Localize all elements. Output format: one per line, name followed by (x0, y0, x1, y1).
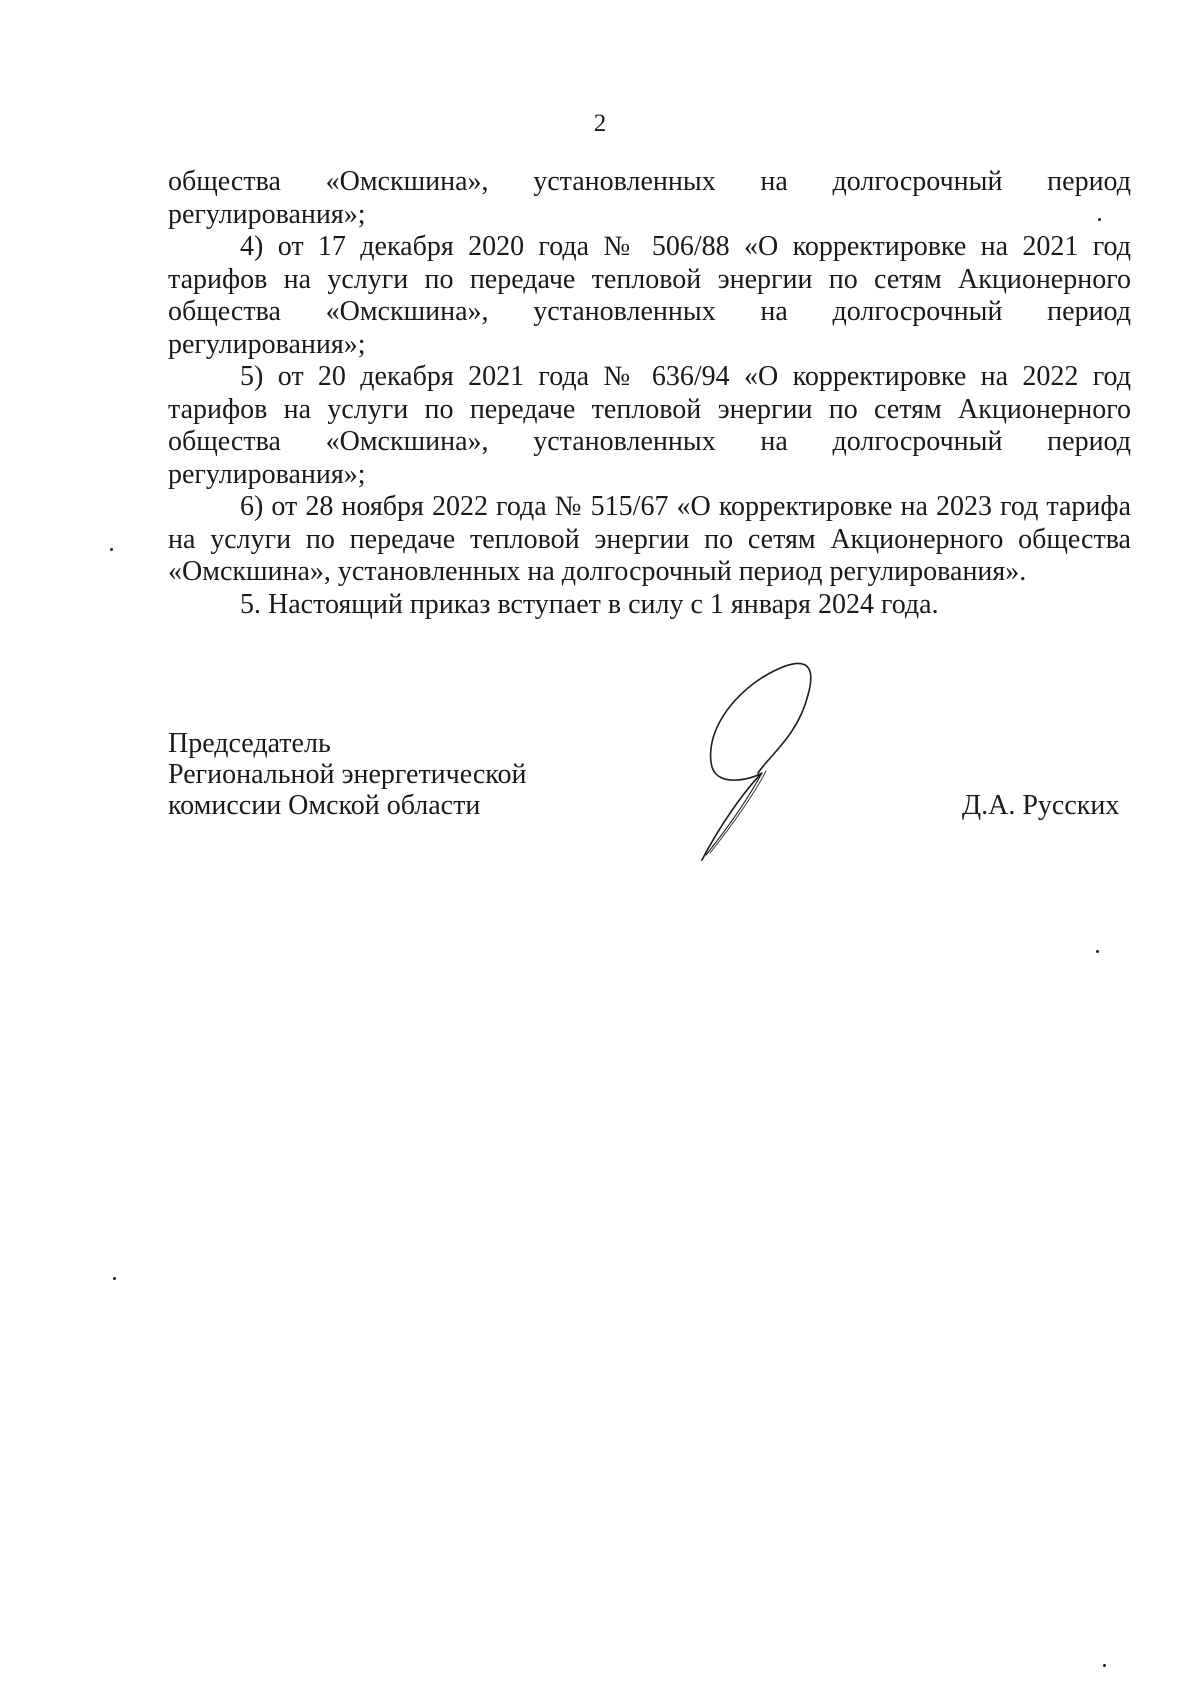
paragraph-continuation: общества «Омскшина», установленных на долгосрочный период регулирования»; (168, 166, 1131, 230)
handwritten-signature (690, 655, 850, 865)
scan-speck (1103, 1664, 1106, 1667)
document-body (168, 166, 1131, 621)
scan-speck (1096, 950, 1099, 953)
page-number: 2 (593, 110, 607, 137)
signatory-title-line-1: Председатель (168, 728, 331, 759)
paragraph-clause-5: 5. Настоящий приказ вступает в силу с 1 января 2024 года. (240, 588, 939, 620)
paragraph-item-6: 6) от 28 ноября 2022 года № 515/67 «О корректировке на 2023 год тарифа на услуги по передаче тепловой энергии по сетям Акционерного общества «Омскшина», установленных на долгосрочный период регулирования». (168, 491, 1131, 587)
scan-speck (110, 548, 113, 551)
scan-speck (113, 1277, 116, 1280)
signatory-position (168, 728, 526, 821)
paragraph-item-5: 5) от 20 декабря 2021 года № 636/94 «О корректировке на 2022 год тарифов на услуги по передаче тепловой энергии по сетям Акционерного общества «Омскшина», установленных на долгосрочный период регулирования»; (168, 361, 1131, 490)
signatory-title-line-2: Региональной энергетической (168, 759, 527, 790)
scan-speck (1098, 218, 1101, 221)
signatory-title-line-3: комиссии Омской области (168, 790, 481, 821)
paragraph-item-4: 4) от 17 декабря 2020 года № 506/88 «О корректировке на 2021 год тарифов на услуги по передаче тепловой энергии по сетям Акционерного общества «Омскшина», установленных на долгосрочный период регулирования»; (168, 231, 1131, 360)
signer-name: Д.А. Русских (962, 790, 1120, 821)
